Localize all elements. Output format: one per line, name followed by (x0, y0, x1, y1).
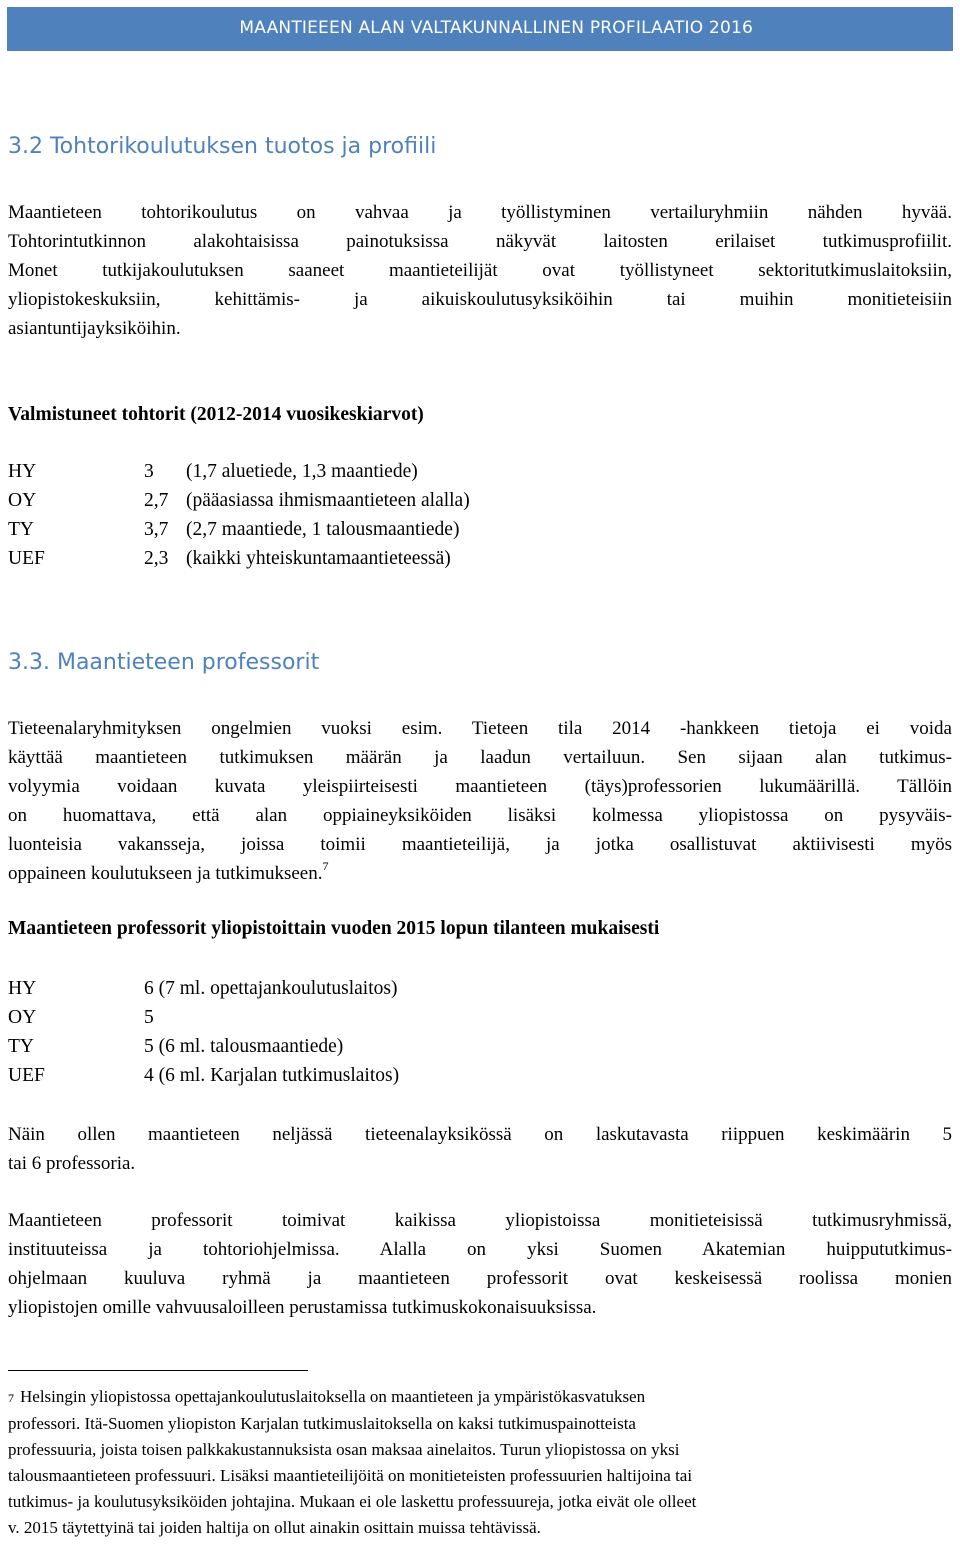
footnote-line: professori. Itä-Suomen yliopiston Karjalan tutkimuslaitoksella on kaksi tutkimuspainotteista (8, 1414, 636, 1433)
footnote-line: tutkimus- ja koulutusyksiköiden johtajina. Mukaan ei ole laskettu professuureja, jotka eivät ole olleet (8, 1492, 697, 1511)
footnote-line (8, 1384, 952, 1411)
professors-row (8, 974, 708, 1003)
paragraph-line: Näin ollen maantieteen neljässä tieteenalayksikössä on laskutavasta riippuen keskimäärin 5 (8, 1124, 952, 1145)
paragraph-line: yliopistokeskuksiin, kehittämis- ja aikuiskoulutusyksiköihin tai muihin monitieteisiin (8, 289, 952, 310)
paragraph-line-text: oppaineen koulutukseen ja tutkimukseen. (8, 863, 323, 884)
footnote-mark: 7 (8, 1391, 14, 1405)
paragraph-line: volyymia voidaan kuvata yleispiirteisesti maantieteen (täys)professorien lukumäärillä. Tällöin (8, 776, 952, 797)
university-code: UEF (8, 1065, 45, 1086)
paragraph-line: Tohtorintutkinnon alakohtaisissa painotuksissa näkyvät laitosten erilaiset tutkimusprofiilit. (8, 231, 952, 252)
professors-row (8, 1032, 708, 1061)
paragraph-line: luonteisia vakansseja, joissa toimii maantieteilijä, ja jotka osallistuvat aktiivisesti myös (8, 834, 952, 855)
university-code: UEF (8, 548, 45, 569)
professors-list (8, 974, 708, 1090)
professor-count: 5 (6 ml. talousmaantiede) (144, 1036, 344, 1057)
paragraph-line: yliopistojen omille vahvuusaloilleen perustamissa tutkimuskokonaisuuksissa. (8, 1297, 597, 1318)
paragraph-line: on huomattava, että alan oppiaineyksiköiden lisäksi kolmessa yliopistossa on pysyväis- (8, 805, 952, 826)
university-code: OY (8, 490, 37, 511)
paragraph-line: asiantuntijayksiköihin. (8, 318, 181, 339)
doctorates-row (8, 486, 708, 515)
university-code: HY (8, 978, 37, 999)
professor-count: 6 (7 ml. opettajankoulutuslaitos) (144, 978, 398, 999)
section-heading-3-3: 3.3. Maantieteen professorit (8, 650, 320, 675)
university-code: TY (8, 1036, 34, 1057)
footnote-line: professuuria, joista toisen palkkakustannuksista osan maksaa ainelaitos. Turun yliopistossa on yksi (8, 1440, 680, 1459)
section-heading-3-2: 3.2 Tohtorikoulutuksen tuotos ja profiili (8, 134, 437, 159)
paragraph-line (8, 859, 952, 888)
paragraph-line: Maantieteen professorit toimivat kaikissa yliopistoissa monitieteisissä tutkimusryhmissä, (8, 1210, 952, 1231)
doctorate-note: (kaikki yhteiskuntamaantieteessä) (186, 548, 451, 569)
professor-count: 4 (6 ml. Karjalan tutkimuslaitos) (144, 1065, 400, 1086)
doctorate-note: (1,7 aluetiede, 1,3 maantiede) (186, 461, 418, 482)
footnote-line-text: Helsingin yliopistossa opettajankoulutuslaitoksella on maantieteen ja ympäristökasvatuksen (20, 1387, 646, 1406)
paragraph-line: instituuteissa ja tohtoriohjelmissa. Alalla on yksi Suomen Akatemian huippututkimus- (8, 1239, 952, 1260)
doctorate-count: 3,7 (144, 519, 169, 540)
page-header-bar (7, 7, 953, 51)
professors-row (8, 1061, 708, 1090)
doctorate-note: (2,7 maantiede, 1 talousmaantiede) (186, 519, 460, 540)
footnote-line: v. 2015 täytettyinä tai joiden haltija on ollut ainakin osittain muissa tehtävissä. (8, 1518, 541, 1537)
doctorate-count: 2,7 (144, 490, 169, 511)
university-code: HY (8, 461, 37, 482)
university-code: OY (8, 1007, 37, 1028)
doctorate-count: 3 (144, 461, 154, 482)
section-3-3-paragraph (8, 714, 952, 888)
professor-count: 5 (144, 1007, 154, 1028)
paragraph-line: ohjelmaan kuuluva ryhmä ja maantieteen professorit ovat keskeisessä roolissa monien (8, 1268, 952, 1289)
footnote-7 (8, 1384, 952, 1541)
footnote-reference: 7 (322, 859, 329, 873)
doctorate-note: (pääasiassa ihmismaantieteen alalla) (186, 490, 470, 511)
footnote-separator (8, 1370, 308, 1371)
doctorates-row (8, 457, 708, 486)
paragraph-line: tai 6 professoria. (8, 1153, 136, 1174)
university-code: TY (8, 519, 34, 540)
section-3-2-paragraph (8, 198, 952, 343)
paragraph-line: Monet tutkijakoulutuksen saaneet maantieteilijät ovat työllistyneet sektoritutkimuslaitoksiin, (8, 260, 952, 281)
doctorate-count: 2,3 (144, 548, 169, 569)
paragraph-line: Maantieteen tohtorikoulutus on vahvaa ja työllistyminen vertailuryhmiin nähden hyvää. (8, 202, 952, 223)
paragraph-line: Tieteenalaryhmityksen ongelmien vuoksi esim. Tieteen tila 2014 -hankkeen tietoja ei voida (8, 718, 952, 739)
doctorates-table-title: Valmistuneet tohtorit (2012-2014 vuosikeskiarvot) (8, 404, 424, 425)
professors-row (8, 1003, 708, 1032)
professors-summary-paragraph (8, 1120, 952, 1178)
paragraph-line: käyttää maantieteen tutkimuksen määrän ja laadun vertailuun. Sen sijaan alan tutkimus- (8, 747, 952, 768)
professors-roles-paragraph (8, 1206, 952, 1322)
doctorates-row (8, 544, 708, 573)
footnote-line: talousmaantieteen professuuri. Lisäksi maantieteilijöitä on monitieteisten professuurien haltijoina tai (8, 1466, 693, 1485)
doctorates-row (8, 515, 708, 544)
professors-table-title: Maantieteen professorit yliopistoittain vuoden 2015 lopun tilanteen mukaisesti (8, 918, 660, 939)
doctorates-list (8, 457, 708, 573)
page-header-title: MAANTIEEEN ALAN VALTAKUNNALLINEN PROFILAATIO 2016 (239, 18, 753, 38)
